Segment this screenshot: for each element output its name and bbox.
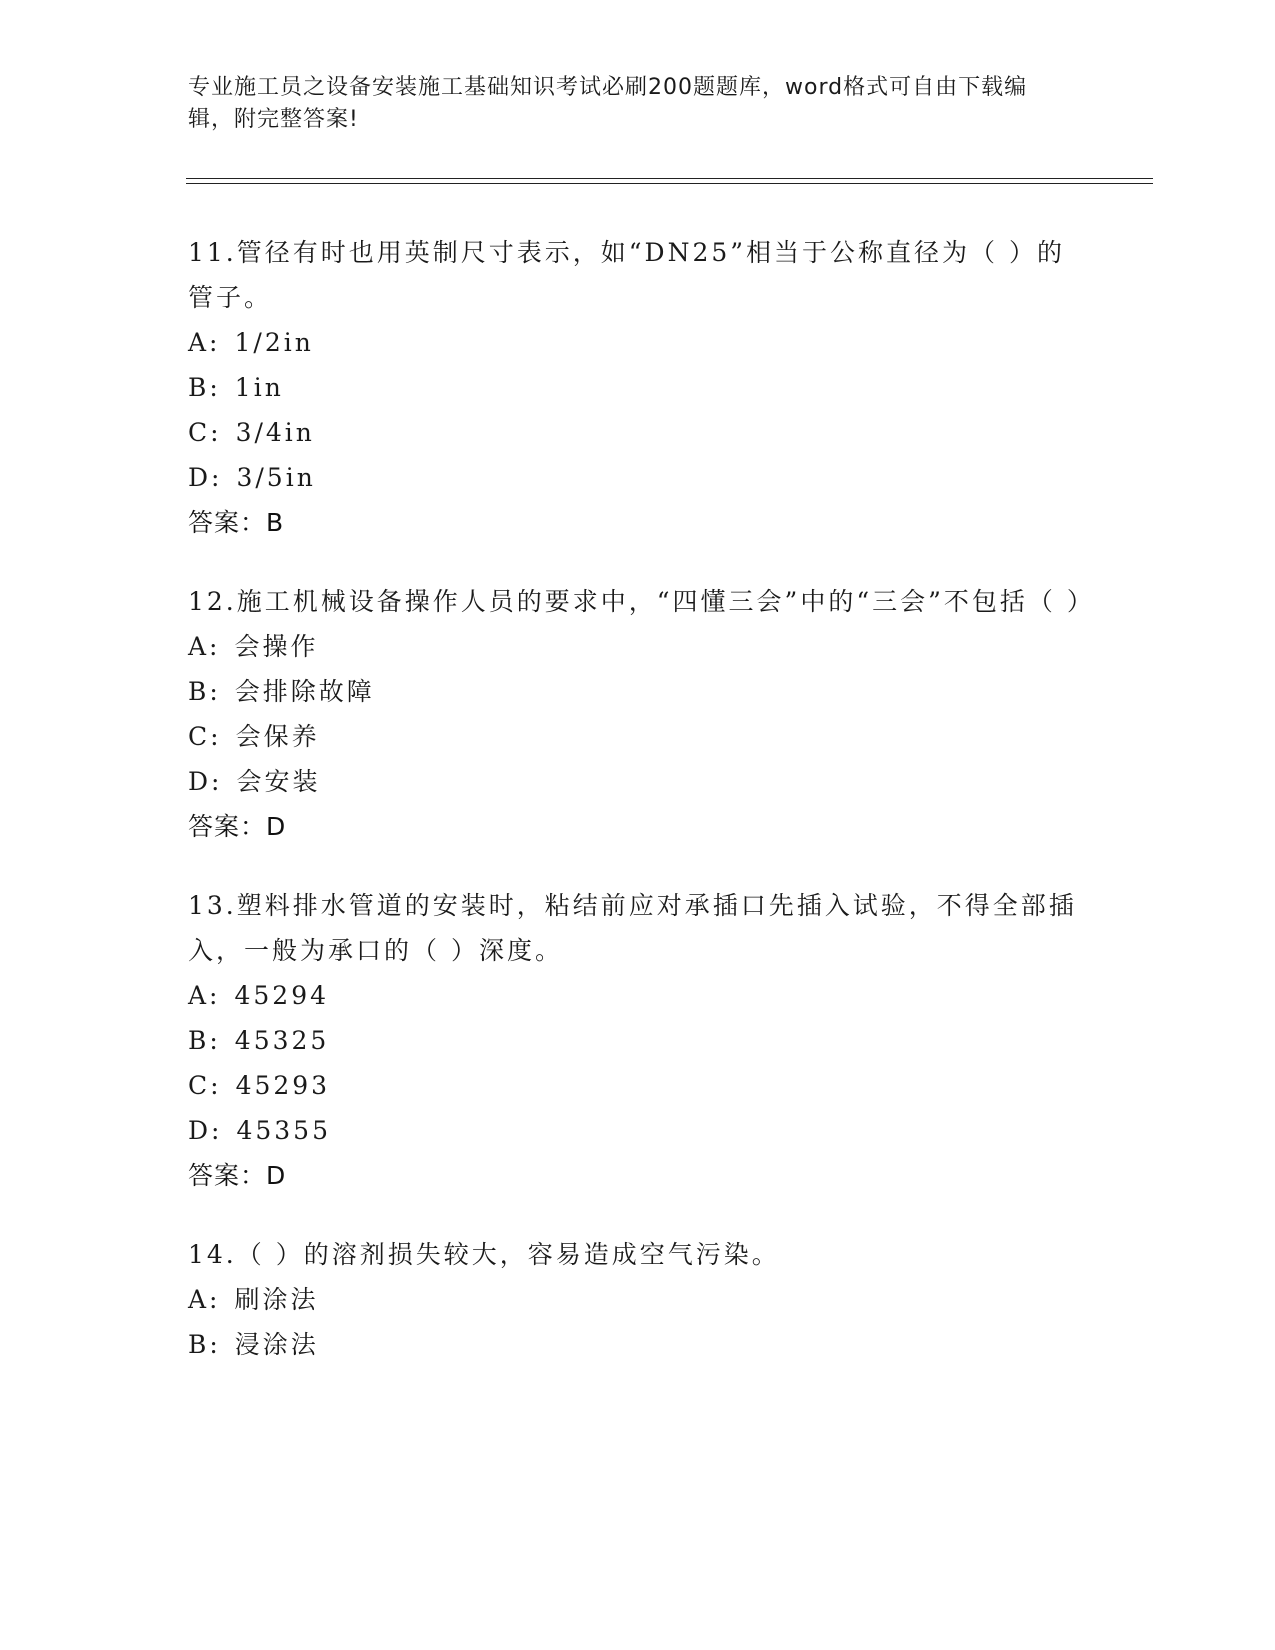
option-key: A: <box>188 632 221 661</box>
option-b <box>188 1018 1088 1063</box>
question-item <box>188 230 1088 545</box>
option-text: 会保养 <box>235 722 320 751</box>
option-key: A: <box>188 328 221 357</box>
option-key: B: <box>188 373 221 402</box>
answer-label: 答案：D <box>188 1161 287 1190</box>
option-key: B: <box>188 1330 221 1359</box>
option-key: D: <box>188 463 223 492</box>
option-text: 刷涂法 <box>234 1285 319 1314</box>
answer-label: 答案：B <box>188 508 285 537</box>
option-c <box>188 714 1088 759</box>
option-key: C: <box>188 1071 222 1100</box>
option-text: 会安装 <box>236 767 321 796</box>
question-stem: 13.塑料排水管道的安装时，粘结前应对承插口先插入试验，不得全部插入，一般为承口的（ ）深度。 <box>188 891 1077 965</box>
option-text: 3/4in <box>235 418 315 447</box>
option-b <box>188 669 1088 714</box>
question-list <box>188 230 1095 1401</box>
question-stem: 14.（ ）的溶剂损失较大，容易造成空气污染。 <box>188 1240 780 1269</box>
option-a <box>188 624 1088 669</box>
option-key: D: <box>188 1116 223 1145</box>
option-text: 45325 <box>234 1026 330 1055</box>
option-a <box>188 320 1088 365</box>
option-b <box>188 365 1088 410</box>
question-item <box>188 883 1088 1198</box>
option-text: 45293 <box>235 1071 331 1100</box>
option-key: D: <box>188 767 223 796</box>
option-text: 浸涂法 <box>234 1330 319 1359</box>
option-a <box>188 973 1088 1018</box>
document-header-title: 专业施工员之设备安装施工基础知识考试必刷200题题库，word格式可自由下载编辑，附完整答案! <box>188 75 1028 132</box>
option-d <box>188 1108 1088 1153</box>
option-key: A: <box>188 981 221 1010</box>
question-stem: 11.管径有时也用英制尺寸表示，如“DN25”相当于公称直径为（ ）的管子。 <box>188 238 1065 312</box>
option-a <box>188 1277 1088 1322</box>
option-d <box>188 455 1088 500</box>
option-key: B: <box>188 677 221 706</box>
option-d <box>188 759 1088 804</box>
header-divider-line <box>186 178 1153 179</box>
option-text: 会排除故障 <box>234 677 375 706</box>
option-b <box>188 1322 1088 1367</box>
option-text: 45294 <box>234 981 330 1010</box>
answer-label: 答案：D <box>188 812 287 841</box>
header-divider-line-second <box>186 183 1153 184</box>
option-text: 45355 <box>236 1116 331 1145</box>
option-c <box>188 410 1088 455</box>
option-text: 1/2in <box>234 328 314 357</box>
option-text: 会操作 <box>234 632 319 661</box>
question-stem: 12.施工机械设备操作人员的要求中，“四懂三会”中的“三会”不包括（ ） <box>188 587 1095 616</box>
question-item <box>188 579 1095 849</box>
option-key: B: <box>188 1026 221 1055</box>
option-key: C: <box>188 418 222 447</box>
option-c <box>188 1063 1088 1108</box>
option-key: A: <box>188 1285 221 1314</box>
option-key: C: <box>188 722 222 751</box>
option-text: 3/5in <box>236 463 316 492</box>
option-text: 1in <box>234 373 284 402</box>
question-item <box>188 1232 1088 1367</box>
